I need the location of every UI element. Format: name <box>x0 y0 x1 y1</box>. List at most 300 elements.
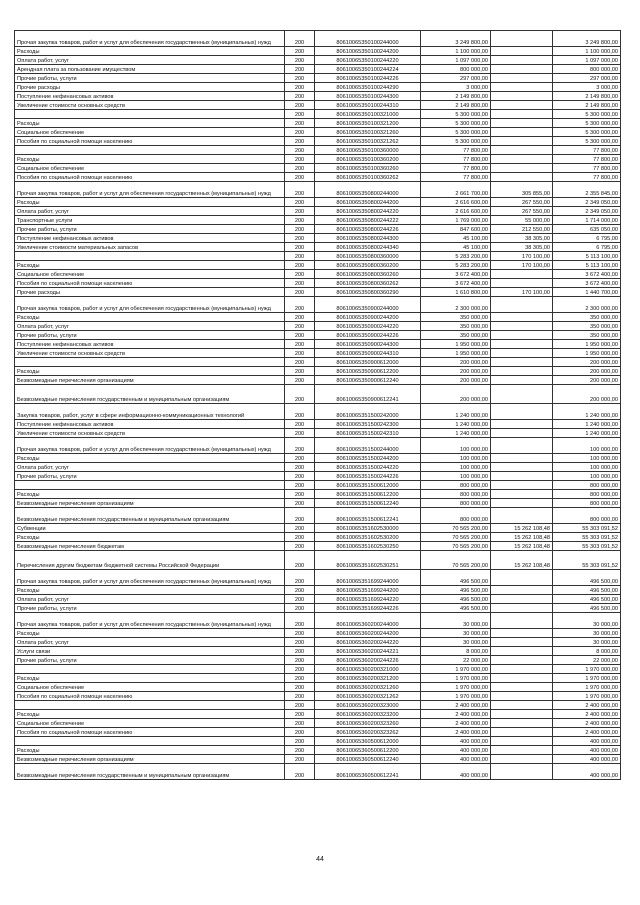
row-line-code-cell: 200 <box>285 110 315 119</box>
table-row <box>15 420 621 429</box>
table-row <box>15 737 621 746</box>
row-approved-cell: 800 000,00 <box>421 65 491 74</box>
row-approved-cell: 200 000,00 <box>421 358 491 367</box>
row-executed-cell <box>491 683 553 692</box>
row-approved-cell: 77 800,00 <box>421 164 491 173</box>
row-executed-cell: 170 100,00 <box>491 252 553 261</box>
row-remaining-cell: 800 000,00 <box>553 499 621 508</box>
row-remaining-cell: 350 000,00 <box>553 313 621 322</box>
row-executed-cell: 15 262 108,48 <box>491 542 553 551</box>
row-executed-cell <box>491 65 553 74</box>
row-line-code-cell: 200 <box>285 463 315 472</box>
row-line-code-cell: 200 <box>285 322 315 331</box>
row-approved-cell: 3 672 400,00 <box>421 279 491 288</box>
row-remaining-cell: 8 000,00 <box>553 647 621 656</box>
row-name-cell: Прочие расходы <box>15 83 285 92</box>
row-name-cell: Расходы <box>15 454 285 463</box>
row-approved-cell: 1 100 000,00 <box>421 47 491 56</box>
table-row <box>15 110 621 119</box>
row-remaining-cell: 3 672 400,00 <box>553 270 621 279</box>
row-remaining-cell: 2 400 000,00 <box>553 719 621 728</box>
row-name-cell: Оплата работ, услуг <box>15 463 285 472</box>
row-approved-cell: 2 616 600,00 <box>421 198 491 207</box>
row-approved-cell: 2 616 600,00 <box>421 207 491 216</box>
row-budget-code-cell: 80610065350800360262 <box>315 279 421 288</box>
row-line-code-cell: 200 <box>285 128 315 137</box>
row-name-cell: Перечисления другим бюджетам бюджетной системы Российской Федерации <box>15 551 285 570</box>
row-budget-code-cell: 80610065360200244200 <box>315 629 421 638</box>
row-approved-cell: 30 000,00 <box>421 613 491 629</box>
row-remaining-cell: 100 000,00 <box>553 472 621 481</box>
table-row <box>15 137 621 146</box>
row-line-code-cell: 200 <box>285 297 315 313</box>
row-line-code-cell: 200 <box>285 155 315 164</box>
row-executed-cell <box>491 376 553 385</box>
row-approved-cell: 100 000,00 <box>421 454 491 463</box>
row-approved-cell: 800 000,00 <box>421 499 491 508</box>
row-approved-cell: 400 000,00 <box>421 764 491 780</box>
row-executed-cell <box>491 128 553 137</box>
row-name-cell: Расходы <box>15 261 285 270</box>
row-line-code-cell: 200 <box>285 279 315 288</box>
row-name-cell: Безвозмездные перечисления организациям <box>15 499 285 508</box>
row-name-cell: Социальное обеспечение <box>15 719 285 728</box>
row-line-code-cell: 200 <box>285 313 315 322</box>
row-remaining-cell: 200 000,00 <box>553 367 621 376</box>
row-approved-cell: 45 100,00 <box>421 243 491 252</box>
row-name-cell <box>15 146 285 155</box>
row-line-code-cell: 200 <box>285 31 315 47</box>
row-approved-cell: 400 000,00 <box>421 755 491 764</box>
row-name-cell: Оплата работ, услуг <box>15 595 285 604</box>
row-budget-code-cell: 80610065350100244220 <box>315 56 421 65</box>
row-name-cell: Пособия по социальной помощи населению <box>15 728 285 737</box>
row-executed-cell <box>491 31 553 47</box>
row-name-cell: Расходы <box>15 490 285 499</box>
row-approved-cell: 800 000,00 <box>421 481 491 490</box>
row-budget-code-cell: 80610065350100360000 <box>315 146 421 155</box>
row-remaining-cell: 1 240 000,00 <box>553 429 621 438</box>
row-line-code-cell: 200 <box>285 701 315 710</box>
row-line-code-cell: 200 <box>285 429 315 438</box>
row-remaining-cell: 6 795,00 <box>553 234 621 243</box>
row-name-cell: Социальное обеспечение <box>15 164 285 173</box>
table-row <box>15 331 621 340</box>
row-line-code-cell: 200 <box>285 737 315 746</box>
row-approved-cell: 30 000,00 <box>421 638 491 647</box>
row-line-code-cell: 200 <box>285 164 315 173</box>
row-line-code-cell: 200 <box>285 533 315 542</box>
row-executed-cell <box>491 499 553 508</box>
row-line-code-cell: 200 <box>285 349 315 358</box>
row-approved-cell: 3 672 400,00 <box>421 270 491 279</box>
row-remaining-cell: 400 000,00 <box>553 737 621 746</box>
table-body <box>15 31 621 780</box>
row-name-cell: Безвозмездные перечисления государственным и муниципальным организациям <box>15 385 285 404</box>
row-approved-cell: 2 400 000,00 <box>421 701 491 710</box>
row-line-code-cell: 200 <box>285 56 315 65</box>
table-row <box>15 252 621 261</box>
row-remaining-cell: 2 400 000,00 <box>553 710 621 719</box>
row-budget-code-cell: 80610065351602530200 <box>315 533 421 542</box>
table-row <box>15 710 621 719</box>
row-approved-cell: 496 500,00 <box>421 595 491 604</box>
row-executed-cell: 55 000,00 <box>491 216 553 225</box>
row-approved-cell: 2 300 000,00 <box>421 297 491 313</box>
row-budget-code-cell: 80610065350100244000 <box>315 31 421 47</box>
row-budget-code-cell: 80610065351500244220 <box>315 463 421 472</box>
row-budget-code-cell: 80610065360200244220 <box>315 638 421 647</box>
row-line-code-cell: 200 <box>285 216 315 225</box>
row-line-code-cell: 200 <box>285 47 315 56</box>
row-executed-cell <box>491 173 553 182</box>
row-approved-cell: 2 400 000,00 <box>421 728 491 737</box>
row-name-cell: Прочая закупка товаров, работ и услуг для обеспечения государственных (муниципальных) нужд <box>15 182 285 198</box>
row-budget-code-cell: 80610065360500612241 <box>315 764 421 780</box>
table-row <box>15 629 621 638</box>
row-line-code-cell: 200 <box>285 719 315 728</box>
row-remaining-cell: 2 400 000,00 <box>553 701 621 710</box>
table-row <box>15 490 621 499</box>
table-row <box>15 404 621 420</box>
row-approved-cell: 2 400 000,00 <box>421 719 491 728</box>
row-budget-code-cell: 80610065350900612000 <box>315 358 421 367</box>
row-name-cell <box>15 737 285 746</box>
row-remaining-cell: 55 303 091,52 <box>553 551 621 570</box>
table-row <box>15 674 621 683</box>
row-budget-code-cell: 80610065360500612200 <box>315 746 421 755</box>
row-name-cell <box>15 481 285 490</box>
row-remaining-cell: 77 800,00 <box>553 146 621 155</box>
row-line-code-cell: 200 <box>285 665 315 674</box>
row-name-cell: Пособия по социальной помощи населению <box>15 173 285 182</box>
table-row <box>15 198 621 207</box>
row-budget-code-cell: 80610065350800244220 <box>315 207 421 216</box>
row-remaining-cell: 77 800,00 <box>553 164 621 173</box>
row-line-code-cell: 200 <box>285 234 315 243</box>
row-executed-cell <box>491 604 553 613</box>
row-remaining-cell: 100 000,00 <box>553 463 621 472</box>
row-executed-cell <box>491 429 553 438</box>
row-name-cell: Социальное обеспечение <box>15 128 285 137</box>
row-remaining-cell: 350 000,00 <box>553 322 621 331</box>
row-approved-cell: 5 300 000,00 <box>421 110 491 119</box>
row-executed-cell <box>491 629 553 638</box>
row-approved-cell: 400 000,00 <box>421 737 491 746</box>
row-executed-cell: 267 550,00 <box>491 198 553 207</box>
row-budget-code-cell: 80610065350900612240 <box>315 376 421 385</box>
table-row <box>15 56 621 65</box>
row-budget-code-cell: 80610065350800244222 <box>315 216 421 225</box>
row-remaining-cell: 22 000,00 <box>553 656 621 665</box>
table-row <box>15 385 621 404</box>
row-name-cell: Расходы <box>15 155 285 164</box>
row-budget-code-cell: 80610065351500612000 <box>315 481 421 490</box>
row-executed-cell <box>491 83 553 92</box>
table-row <box>15 755 621 764</box>
row-budget-code-cell: 80610065350100360200 <box>315 155 421 164</box>
row-name-cell: Увеличение стоимости основных средств <box>15 429 285 438</box>
row-executed-cell: 38 305,00 <box>491 243 553 252</box>
row-budget-code-cell: 80610065350100360262 <box>315 173 421 182</box>
row-approved-cell: 70 565 200,00 <box>421 533 491 542</box>
row-executed-cell <box>491 385 553 404</box>
row-line-code-cell: 200 <box>285 454 315 463</box>
row-remaining-cell: 1 970 000,00 <box>553 683 621 692</box>
row-budget-code-cell: 80610065350800244000 <box>315 182 421 198</box>
row-line-code-cell: 200 <box>285 755 315 764</box>
table-row <box>15 454 621 463</box>
row-remaining-cell: 2 400 000,00 <box>553 728 621 737</box>
row-line-code-cell: 200 <box>285 252 315 261</box>
row-name-cell: Безвозмездные перечисления бюджетам <box>15 542 285 551</box>
row-line-code-cell: 200 <box>285 137 315 146</box>
table-row <box>15 647 621 656</box>
table-row <box>15 261 621 270</box>
row-remaining-cell: 200 000,00 <box>553 358 621 367</box>
row-line-code-cell: 200 <box>285 647 315 656</box>
row-budget-code-cell: 80610065351500242000 <box>315 404 421 420</box>
table-row <box>15 542 621 551</box>
row-remaining-cell: 635 050,00 <box>553 225 621 234</box>
row-executed-cell <box>491 367 553 376</box>
row-approved-cell: 70 565 200,00 <box>421 551 491 570</box>
row-name-cell: Расходы <box>15 533 285 542</box>
table-row <box>15 656 621 665</box>
row-name-cell: Поступление нефинансовых активов <box>15 234 285 243</box>
row-approved-cell: 297 000,00 <box>421 74 491 83</box>
row-line-code-cell: 200 <box>285 173 315 182</box>
row-budget-code-cell: 80610065351500242310 <box>315 429 421 438</box>
row-name-cell: Транспортные услуги <box>15 216 285 225</box>
row-budget-code-cell: 80610065350100321260 <box>315 128 421 137</box>
row-approved-cell: 5 283 200,00 <box>421 252 491 261</box>
row-executed-cell <box>491 420 553 429</box>
row-name-cell: Прочие работы, услуги <box>15 472 285 481</box>
row-approved-cell: 70 565 200,00 <box>421 542 491 551</box>
row-name-cell: Субвенции <box>15 524 285 533</box>
row-executed-cell <box>491 101 553 110</box>
row-executed-cell <box>491 638 553 647</box>
row-remaining-cell: 55 303 091,52 <box>553 524 621 533</box>
row-approved-cell: 77 800,00 <box>421 173 491 182</box>
row-budget-code-cell: 80610065351602530251 <box>315 551 421 570</box>
row-line-code-cell: 200 <box>285 385 315 404</box>
row-executed-cell <box>491 322 553 331</box>
row-executed-cell: 212 550,00 <box>491 225 553 234</box>
row-line-code-cell: 200 <box>285 331 315 340</box>
row-remaining-cell: 297 000,00 <box>553 74 621 83</box>
row-line-code-cell: 200 <box>285 243 315 252</box>
row-approved-cell: 1 097 000,00 <box>421 56 491 65</box>
row-line-code-cell: 200 <box>285 472 315 481</box>
table-row <box>15 586 621 595</box>
row-approved-cell: 350 000,00 <box>421 331 491 340</box>
table-row <box>15 225 621 234</box>
row-approved-cell: 400 000,00 <box>421 746 491 755</box>
row-name-cell: Оплата работ, услуг <box>15 322 285 331</box>
row-executed-cell <box>491 595 553 604</box>
row-budget-code-cell: 80610065351699244000 <box>315 570 421 586</box>
table-row <box>15 182 621 198</box>
row-line-code-cell: 200 <box>285 595 315 604</box>
row-budget-code-cell: 80610065360200323260 <box>315 719 421 728</box>
table-row <box>15 216 621 225</box>
row-remaining-cell: 496 500,00 <box>553 595 621 604</box>
row-remaining-cell: 1 970 000,00 <box>553 692 621 701</box>
row-executed-cell: 170 100,00 <box>491 288 553 297</box>
row-executed-cell: 15 262 108,48 <box>491 533 553 542</box>
row-executed-cell <box>491 719 553 728</box>
row-remaining-cell: 496 500,00 <box>553 604 621 613</box>
row-remaining-cell: 5 300 000,00 <box>553 110 621 119</box>
table-row <box>15 146 621 155</box>
row-budget-code-cell: 80610065350800244200 <box>315 198 421 207</box>
row-remaining-cell: 2 349 050,00 <box>553 207 621 216</box>
row-budget-code-cell: 80610065351500242300 <box>315 420 421 429</box>
table-row <box>15 728 621 737</box>
row-executed-cell <box>491 755 553 764</box>
row-executed-cell <box>491 728 553 737</box>
row-budget-code-cell: 80610065350100244226 <box>315 74 421 83</box>
row-budget-code-cell: 80610065350900244220 <box>315 322 421 331</box>
row-approved-cell: 77 800,00 <box>421 155 491 164</box>
row-executed-cell: 305 855,00 <box>491 182 553 198</box>
row-line-code-cell: 200 <box>285 420 315 429</box>
row-executed-cell <box>491 438 553 454</box>
table-row <box>15 31 621 47</box>
row-name-cell: Арендная плата за пользование имуществом <box>15 65 285 74</box>
row-line-code-cell: 200 <box>285 65 315 74</box>
row-line-code-cell: 200 <box>285 207 315 216</box>
row-name-cell: Безвозмездные перечисления организациям <box>15 755 285 764</box>
row-approved-cell: 800 000,00 <box>421 490 491 499</box>
row-name-cell: Прочие работы, услуги <box>15 604 285 613</box>
row-approved-cell: 77 800,00 <box>421 146 491 155</box>
row-executed-cell <box>491 764 553 780</box>
row-executed-cell: 170 100,00 <box>491 261 553 270</box>
table-row <box>15 692 621 701</box>
row-remaining-cell: 100 000,00 <box>553 454 621 463</box>
row-budget-code-cell: 80610065360200244000 <box>315 613 421 629</box>
row-budget-code-cell: 80610065350100360260 <box>315 164 421 173</box>
row-remaining-cell: 3 249 800,00 <box>553 31 621 47</box>
row-executed-cell <box>491 110 553 119</box>
row-budget-code-cell: 80610065360200323200 <box>315 710 421 719</box>
row-remaining-cell: 200 000,00 <box>553 376 621 385</box>
row-name-cell: Пособия по социальной помощи населению <box>15 137 285 146</box>
row-remaining-cell: 55 303 091,52 <box>553 533 621 542</box>
row-line-code-cell: 200 <box>285 376 315 385</box>
row-name-cell: Увеличение стоимости основных средств <box>15 101 285 110</box>
row-remaining-cell: 400 000,00 <box>553 764 621 780</box>
row-approved-cell: 3 249 800,00 <box>421 31 491 47</box>
row-executed-cell <box>491 665 553 674</box>
table-row <box>15 551 621 570</box>
table-row <box>15 243 621 252</box>
table-row <box>15 472 621 481</box>
row-executed-cell: 15 262 108,48 <box>491 524 553 533</box>
row-name-cell: Расходы <box>15 586 285 595</box>
row-budget-code-cell: 80610065350900612241 <box>315 385 421 404</box>
row-executed-cell <box>491 119 553 128</box>
row-name-cell: Расходы <box>15 629 285 638</box>
row-executed-cell <box>491 586 553 595</box>
row-approved-cell: 200 000,00 <box>421 376 491 385</box>
table-row <box>15 481 621 490</box>
row-remaining-cell: 2 149 800,00 <box>553 92 621 101</box>
row-budget-code-cell: 80610065350900612200 <box>315 367 421 376</box>
row-remaining-cell: 5 300 000,00 <box>553 128 621 137</box>
row-executed-cell <box>491 349 553 358</box>
row-line-code-cell: 200 <box>285 225 315 234</box>
row-remaining-cell: 100 000,00 <box>553 438 621 454</box>
row-executed-cell <box>491 47 553 56</box>
row-budget-code-cell: 80610065360200321000 <box>315 665 421 674</box>
table-row <box>15 322 621 331</box>
row-budget-code-cell: 80610065350900244000 <box>315 297 421 313</box>
row-budget-code-cell: 80610065350800244300 <box>315 234 421 243</box>
row-budget-code-cell: 80610065350800360200 <box>315 261 421 270</box>
row-executed-cell <box>491 463 553 472</box>
row-budget-code-cell: 80610065360500612240 <box>315 755 421 764</box>
table-row <box>15 764 621 780</box>
row-budget-code-cell: 80610065350800244226 <box>315 225 421 234</box>
table-row <box>15 613 621 629</box>
table-row <box>15 438 621 454</box>
row-executed-cell: 15 262 108,48 <box>491 551 553 570</box>
row-executed-cell: 38 305,00 <box>491 234 553 243</box>
row-executed-cell <box>491 155 553 164</box>
row-budget-code-cell: 80610065360200244221 <box>315 647 421 656</box>
table-row <box>15 164 621 173</box>
row-approved-cell: 3 000,00 <box>421 83 491 92</box>
row-name-cell: Расходы <box>15 746 285 755</box>
table-row <box>15 499 621 508</box>
row-executed-cell <box>491 270 553 279</box>
table-row <box>15 463 621 472</box>
row-line-code-cell: 200 <box>285 604 315 613</box>
row-executed-cell <box>491 472 553 481</box>
row-budget-code-cell: 80610065351500244226 <box>315 472 421 481</box>
row-remaining-cell: 30 000,00 <box>553 638 621 647</box>
row-remaining-cell: 77 800,00 <box>553 155 621 164</box>
row-executed-cell <box>491 164 553 173</box>
row-line-code-cell: 200 <box>285 499 315 508</box>
row-name-cell: Оплата работ, услуг <box>15 638 285 647</box>
row-name-cell: Прочие работы, услуги <box>15 656 285 665</box>
row-name-cell: Пособия по социальной помощи населению <box>15 279 285 288</box>
row-remaining-cell: 496 500,00 <box>553 570 621 586</box>
row-remaining-cell: 2 355 845,00 <box>553 182 621 198</box>
row-name-cell: Социальное обеспечение <box>15 270 285 279</box>
row-line-code-cell: 200 <box>285 261 315 270</box>
row-remaining-cell: 800 000,00 <box>553 490 621 499</box>
row-remaining-cell: 350 000,00 <box>553 331 621 340</box>
row-approved-cell: 100 000,00 <box>421 438 491 454</box>
table-row <box>15 155 621 164</box>
row-name-cell: Поступление нефинансовых активов <box>15 340 285 349</box>
row-name-cell: Закупка товаров, работ, услуг в сфере информационно-коммуникационных технологий <box>15 404 285 420</box>
row-remaining-cell: 3 000,00 <box>553 83 621 92</box>
row-approved-cell: 30 000,00 <box>421 629 491 638</box>
row-budget-code-cell: 80610065360200321260 <box>315 683 421 692</box>
row-approved-cell: 1 970 000,00 <box>421 683 491 692</box>
table-row <box>15 83 621 92</box>
row-budget-code-cell: 80610065350100244290 <box>315 83 421 92</box>
table-row <box>15 746 621 755</box>
row-line-code-cell: 200 <box>285 101 315 110</box>
